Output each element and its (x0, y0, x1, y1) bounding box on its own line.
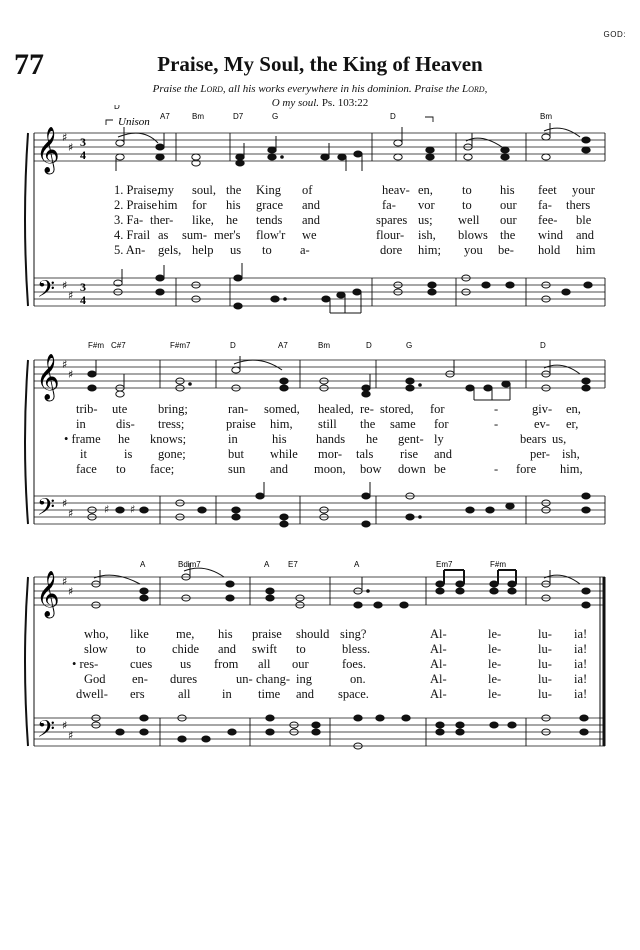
syllable: le- (488, 672, 502, 686)
syllable: blows (458, 228, 488, 242)
syllable: to (296, 642, 306, 656)
lyrics-verse-4-line-2 (0, 447, 640, 463)
chord-label: D (366, 341, 372, 350)
syllable: my (158, 183, 174, 197)
syllable: fee- (538, 213, 558, 227)
syllable: face (76, 462, 97, 476)
syllable: but (228, 447, 244, 461)
bass-clef-icon: 𝄢 (37, 493, 56, 526)
treble-staff (34, 133, 605, 161)
syllable: - (494, 462, 499, 476)
syllable: per- (530, 447, 550, 461)
syllable: ly (434, 432, 444, 446)
scripture-reference: Ps. 103:22 (321, 97, 369, 109)
syllable: Al- (430, 657, 447, 671)
svg-text:♯: ♯ (68, 141, 74, 154)
syllable: to (262, 243, 272, 257)
syllable: for (192, 198, 207, 212)
syllable: to (462, 198, 472, 212)
syllable: chide (172, 642, 200, 656)
chord-label: A (354, 560, 360, 569)
syllable: all (178, 687, 191, 701)
syllable: us, (552, 432, 567, 446)
syllable: and (576, 228, 595, 242)
syllable: be- (498, 243, 514, 257)
syllable: him (158, 198, 178, 212)
syllable: should (296, 627, 330, 641)
syllable: bears (520, 432, 547, 446)
lyrics-verse-4-line-3 (0, 672, 640, 688)
hymn-number: 77 (14, 48, 44, 81)
svg-text:♯: ♯ (68, 585, 74, 598)
svg-text:♯: ♯ (104, 503, 110, 516)
svg-text:♯: ♯ (68, 289, 74, 302)
syllable: praise (252, 627, 282, 641)
syllable: rise (400, 447, 419, 461)
syllable: un- (236, 672, 253, 686)
lyrics-verse-1-line-3 (0, 627, 640, 643)
syllable: fa- (382, 198, 396, 212)
epigraph-lord: Lord (200, 83, 223, 95)
lyrics-verse-3-line-2 (0, 432, 640, 448)
syllable: moon, (314, 462, 346, 476)
syllable: lu- (538, 642, 552, 656)
svg-text:4: 4 (80, 148, 86, 162)
syllable: from (214, 657, 239, 671)
syllable: healed, (318, 402, 354, 416)
syllable: lu- (538, 657, 552, 671)
epigraph-line-1 (0, 83, 640, 95)
syllable: like (130, 627, 149, 641)
syllable: ia! (574, 627, 588, 641)
svg-text:♯: ♯ (62, 719, 68, 732)
svg-text:3: 3 (80, 135, 86, 149)
syllable: we (302, 228, 317, 242)
syllable: who, (84, 627, 109, 641)
chord-label: Bm (318, 341, 330, 350)
syllable: in (76, 417, 86, 431)
syllable: praise (226, 417, 256, 431)
bass-clef-icon: 𝄢 (37, 275, 56, 308)
syllable: the (500, 228, 516, 242)
syllable: ia! (574, 672, 588, 686)
syllable: bring; (158, 402, 188, 416)
syllable: stored, (380, 402, 414, 416)
syllable: me, (176, 627, 195, 641)
hymn-title: Praise, My Soul, the King of Heaven (157, 52, 483, 76)
lyrics-verse-1-line-2 (0, 402, 640, 418)
syllable: • frame (64, 432, 101, 446)
syllable: mor- (318, 447, 343, 461)
syllable: sun (228, 462, 246, 476)
unison-marking: Unison (118, 116, 150, 128)
syllable: while (270, 447, 298, 461)
lyrics-verse-3-line-1 (0, 213, 640, 229)
syllable: Al- (430, 687, 447, 701)
svg-text:♯: ♯ (130, 503, 136, 516)
syllable: somed, (264, 402, 300, 416)
syllable: tress; (158, 417, 185, 431)
syllable: for (430, 402, 445, 416)
syllable: King (256, 183, 281, 197)
syllable: le- (488, 642, 502, 656)
syllable: dwell- (76, 687, 108, 701)
bass-staff (34, 278, 605, 306)
syllable: lu- (538, 627, 552, 641)
syllable: ute (112, 402, 128, 416)
syllable: us (180, 657, 192, 671)
syllable: our (500, 213, 517, 227)
syllable: his (226, 198, 241, 212)
syllable: him, (560, 462, 583, 476)
syllable: 1. Praise, (114, 183, 161, 197)
syllable: ia! (574, 642, 588, 656)
syllable: and (296, 687, 315, 701)
svg-text:4: 4 (80, 293, 86, 307)
syllable: ia! (574, 657, 588, 671)
syllable: Al- (430, 627, 447, 641)
syllable: en, (566, 402, 581, 416)
epigraph-text: O my soul. (271, 97, 320, 109)
syllable: to (116, 462, 126, 476)
syllable: ers (130, 687, 145, 701)
chord-label: F#m7 (170, 341, 191, 350)
chord-label: Bm (540, 112, 552, 121)
syllable: lu- (538, 672, 552, 686)
syllable: lu- (538, 687, 552, 701)
lyrics-verse-5-line-2 (0, 462, 640, 478)
syllable: Al- (430, 642, 447, 656)
syllable: he (226, 213, 238, 227)
system-1-chords (114, 105, 552, 121)
lyrics-verse-2-line-1 (0, 198, 640, 214)
lyrics-verse-4-line-1 (0, 228, 640, 244)
epigraph-lord: Lord (462, 83, 485, 95)
chord-label: C#7 (111, 341, 126, 350)
chord-label: D (540, 341, 546, 350)
syllable: tals (356, 447, 374, 461)
syllable: trib- (76, 402, 98, 416)
syllable: us (230, 243, 242, 257)
svg-text:♯: ♯ (68, 729, 74, 742)
syllable: help (192, 243, 214, 257)
syllable: giv- (532, 402, 553, 416)
syllable: face; (150, 462, 175, 476)
chord-label: Em7 (436, 560, 453, 569)
syllable: flour- (376, 228, 405, 242)
syllable: on. (350, 672, 366, 686)
svg-text:♯: ♯ (62, 575, 68, 588)
syllable: our (500, 198, 517, 212)
syllable: heav- (382, 183, 410, 197)
syllable: le- (488, 687, 502, 701)
syllable: wind (538, 228, 563, 242)
syllable: is (124, 447, 133, 461)
category-label: GOD: (603, 30, 626, 39)
chord-label: A7 (278, 341, 288, 350)
syllable: God (84, 672, 106, 686)
syllable: thers (566, 198, 591, 212)
syllable: hold (538, 243, 561, 257)
syllable: cues (130, 657, 153, 671)
syllable: still (318, 417, 337, 431)
epigraph-text: Praise the (152, 83, 201, 95)
syllable: feet (538, 183, 557, 197)
syllable: knows; (150, 432, 187, 446)
chord-label: F#m (88, 341, 104, 350)
syllable: gent- (398, 432, 424, 446)
syllable: slow (84, 642, 108, 656)
syllable: for (434, 417, 449, 431)
syllable: your (572, 183, 595, 197)
treble-clef-icon: 𝄞 (36, 354, 60, 400)
system-2-chords (88, 341, 546, 350)
syllable: le- (488, 627, 502, 641)
syllable: en, (418, 183, 433, 197)
syllable: vor (418, 198, 435, 212)
syllable: his (272, 432, 287, 446)
syllable: and (270, 462, 289, 476)
syllable: - (494, 417, 499, 431)
svg-text:♯: ♯ (68, 507, 74, 520)
syllable: and (218, 642, 237, 656)
syllable: of (302, 183, 313, 197)
syllable: 5. An- (114, 243, 146, 257)
syllable: bless. (342, 642, 371, 656)
chord-label: G (272, 112, 279, 121)
syllable: spares (376, 213, 408, 227)
syllable: in (228, 432, 238, 446)
syllable: time (258, 687, 281, 701)
syllable: fa- (538, 198, 552, 212)
chord-label: D7 (233, 112, 244, 121)
syllable: ther- (150, 213, 174, 227)
lyrics-verse-5-line-1 (0, 243, 640, 259)
syllable: as (158, 228, 169, 242)
syllable: 4. Frail (114, 228, 151, 242)
svg-text:♯: ♯ (62, 497, 68, 510)
syllable: the (226, 183, 242, 197)
syllable: ish, (562, 447, 580, 461)
syllable: bow (360, 462, 382, 476)
syllable: us; (418, 213, 433, 227)
syllable: same (390, 417, 416, 431)
syllable: gels, (158, 243, 182, 257)
chord-label: F#m (490, 560, 506, 569)
chord-label: E7 (288, 560, 298, 569)
epigraph-text: , all his works everywhere in his dominion. Praise the (222, 83, 463, 95)
syllable: sing? (340, 627, 367, 641)
lyrics-verse-2-line-3 (0, 642, 640, 658)
syllable: re- (360, 402, 374, 416)
chord-label: Bm (192, 112, 204, 121)
syllable: ev- (534, 417, 550, 431)
syllable: sum- (182, 228, 207, 242)
svg-text:♯: ♯ (62, 131, 68, 144)
syllable: his (500, 183, 515, 197)
syllable: soul, (192, 183, 216, 197)
syllable: mer's (214, 228, 241, 242)
syllable: to (136, 642, 146, 656)
svg-text:3: 3 (80, 280, 86, 294)
syllable: a- (300, 243, 310, 257)
syllable: he (118, 432, 130, 446)
syllable: space. (338, 687, 369, 701)
syllable: dore (380, 243, 403, 257)
syllable: chang- (256, 672, 291, 686)
chord-label: G (406, 341, 413, 350)
syllable: all (258, 657, 271, 671)
lyrics-verse-3-line-3 (0, 657, 640, 673)
bass-clef-icon: 𝄢 (37, 715, 56, 748)
syllable: 3. Fa- (114, 213, 144, 227)
chord-label: A (264, 560, 270, 569)
syllable: you (464, 243, 483, 257)
treble-clef-icon: 𝄞 (36, 127, 60, 173)
syllable: tends (256, 213, 283, 227)
chord-label: A (140, 560, 146, 569)
syllable: flow'r (256, 228, 286, 242)
syllable: the (360, 417, 376, 431)
syllable: ran- (228, 402, 249, 416)
syllable: foes. (342, 657, 366, 671)
syllable: be (434, 462, 446, 476)
syllable: his (218, 627, 233, 641)
syllable: down (398, 462, 426, 476)
svg-text:♯: ♯ (62, 358, 68, 371)
syllable: to (462, 183, 472, 197)
lyrics-verse-1-line-1 (0, 183, 640, 199)
syllable: and (434, 447, 453, 461)
syllable: ia! (574, 687, 588, 701)
syllable: le- (488, 657, 502, 671)
svg-text:♯: ♯ (62, 279, 68, 292)
syllable: and (302, 198, 321, 212)
syllable: 2. Praise (114, 198, 158, 212)
svg-text:♯: ♯ (68, 368, 74, 381)
syllable: swift (252, 642, 277, 656)
syllable: dures (170, 672, 198, 686)
system-3-chords (140, 560, 506, 569)
syllable: • res- (72, 657, 99, 671)
syllable: hands (316, 432, 346, 446)
syllable: ish, (418, 228, 436, 242)
syllable: it (80, 447, 87, 461)
chord-label: D (390, 112, 396, 121)
syllable: Al- (430, 672, 447, 686)
syllable: dis- (116, 417, 135, 431)
chord-label: D (114, 105, 120, 111)
lyrics-verse-2-line-2 (0, 417, 640, 433)
syllable: our (292, 657, 309, 671)
syllable: ble (576, 213, 592, 227)
syllable: er, (566, 417, 579, 431)
chord-label: Bdim7 (178, 560, 201, 569)
syllable: well (458, 213, 480, 227)
epigraph-text: , (484, 83, 488, 95)
syllable: ing (296, 672, 312, 686)
syllable: him, (270, 417, 293, 431)
chord-label: A7 (160, 112, 170, 121)
treble-clef-icon: 𝄞 (36, 571, 60, 617)
chord-label: D (230, 341, 236, 350)
syllable: in (222, 687, 232, 701)
lyrics-verse-5-line-3 (0, 687, 640, 703)
syllable: gone; (158, 447, 186, 461)
syllable: him; (418, 243, 441, 257)
syllable: he (366, 432, 378, 446)
syllable: and (302, 213, 321, 227)
syllable: him (576, 243, 596, 257)
syllable: en- (132, 672, 148, 686)
syllable: like, (192, 213, 214, 227)
syllable: - (494, 402, 499, 416)
syllable: fore (516, 462, 537, 476)
syllable: grace (256, 198, 284, 212)
